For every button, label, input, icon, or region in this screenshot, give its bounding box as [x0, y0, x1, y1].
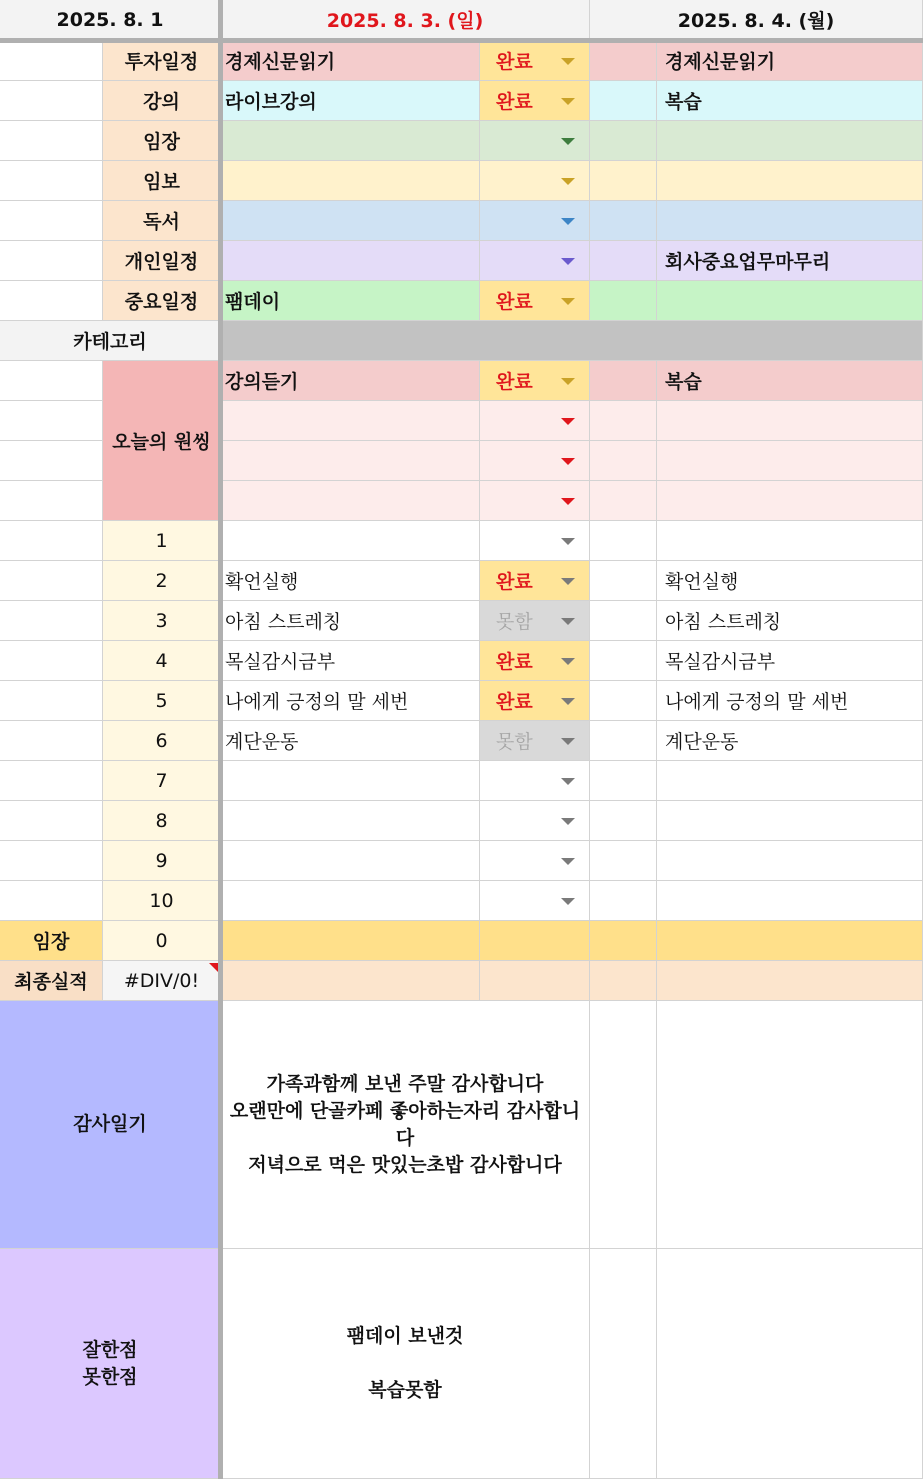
blank-cell: [0, 561, 103, 601]
final-value: #DIV/0!: [103, 961, 221, 1001]
chevron-down-icon: [561, 538, 575, 545]
blank-cell: [0, 281, 103, 321]
habit-next-task[interactable]: 계단운동: [657, 721, 923, 761]
habit-number: 6: [103, 721, 221, 761]
status-dropdown[interactable]: 완료: [480, 561, 590, 601]
blank-cell: [0, 41, 103, 81]
chevron-down-icon: [561, 898, 575, 905]
final-cell[interactable]: [657, 961, 923, 1001]
status-dropdown[interactable]: [480, 521, 590, 561]
chevron-down-icon: [561, 818, 575, 825]
habit-next-status[interactable]: [590, 561, 657, 601]
habit-number: 2: [103, 561, 221, 601]
one-thing-task[interactable]: 강의듣기: [221, 361, 480, 401]
review-text[interactable]: 팸데이 보낸것 복습못함: [221, 1249, 590, 1479]
blank-cell: [0, 121, 103, 161]
blank-cell: [0, 881, 103, 921]
schedule-next-status[interactable]: [590, 161, 657, 201]
schedule-next-task[interactable]: 복습: [657, 81, 923, 121]
chevron-down-icon: [561, 738, 575, 745]
blank-cell: [0, 201, 103, 241]
habit-task[interactable]: [221, 521, 480, 561]
status-dropdown[interactable]: [480, 241, 590, 281]
date-next-header: 2025. 8. 4. (월): [590, 0, 923, 40]
comment-marker-icon[interactable]: [209, 963, 218, 972]
one-thing-next-status[interactable]: [590, 481, 657, 521]
one-thing-next-status[interactable]: [590, 361, 657, 401]
habit-next-task[interactable]: [657, 761, 923, 801]
one-thing-next-task[interactable]: [657, 441, 923, 481]
final-cell[interactable]: [221, 961, 480, 1001]
one-thing-task[interactable]: [221, 401, 480, 441]
status-dropdown[interactable]: [480, 801, 590, 841]
final-cell[interactable]: [590, 961, 657, 1001]
blank-cell: [0, 361, 103, 401]
schedule-next-task[interactable]: [657, 121, 923, 161]
schedule-task[interactable]: 팸데이: [221, 281, 480, 321]
blank-cell: [0, 761, 103, 801]
status-dropdown[interactable]: [480, 841, 590, 881]
chevron-down-icon: [561, 418, 575, 425]
chevron-down-icon: [561, 378, 575, 385]
habit-next-task[interactable]: [657, 801, 923, 841]
category-label: 카테고리: [0, 321, 221, 361]
imjang-cell[interactable]: [221, 921, 480, 961]
habit-number: 10: [103, 881, 221, 921]
status-dropdown[interactable]: [480, 121, 590, 161]
one-thing-next-status[interactable]: [590, 401, 657, 441]
habit-task[interactable]: [221, 801, 480, 841]
status-dropdown[interactable]: 못함: [480, 601, 590, 641]
one-thing-next-task[interactable]: [657, 401, 923, 441]
schedule-next-status[interactable]: [590, 201, 657, 241]
habit-task[interactable]: 계단운동: [221, 721, 480, 761]
blank-cell: [0, 481, 103, 521]
habit-task[interactable]: [221, 881, 480, 921]
schedule-next-status[interactable]: [590, 81, 657, 121]
habit-next-status[interactable]: [590, 641, 657, 681]
habit-next-task[interactable]: 나에게 긍정의 말 세번: [657, 681, 923, 721]
schedule-label: 개인일정: [103, 241, 221, 281]
status-dropdown[interactable]: [480, 401, 590, 441]
schedule-label: 투자일정: [103, 41, 221, 81]
blank-cell: [0, 241, 103, 281]
schedule-next-task[interactable]: [657, 161, 923, 201]
schedule-label: 중요일정: [103, 281, 221, 321]
habit-task[interactable]: [221, 841, 480, 881]
imjang-label: 임장: [0, 921, 103, 961]
status-dropdown[interactable]: 완료: [480, 41, 590, 81]
blank-cell: [0, 841, 103, 881]
schedule-next-task[interactable]: 경제신문읽기: [657, 41, 923, 81]
gratitude-label: 감사일기: [0, 1001, 221, 1249]
imjang-value: 0: [103, 921, 221, 961]
blank-cell: [0, 161, 103, 201]
schedule-task[interactable]: 라이브강의: [221, 81, 480, 121]
schedule-label: 독서: [103, 201, 221, 241]
habit-number: 9: [103, 841, 221, 881]
chevron-down-icon: [561, 618, 575, 625]
schedule-task[interactable]: [221, 201, 480, 241]
blank-cell: [0, 81, 103, 121]
blank-cell: [0, 521, 103, 561]
habit-next-status[interactable]: [590, 521, 657, 561]
status-dropdown[interactable]: 완료: [480, 81, 590, 121]
one-thing-next-task[interactable]: [657, 481, 923, 521]
final-cell[interactable]: [480, 961, 590, 1001]
schedule-next-status[interactable]: [590, 281, 657, 321]
schedule-label: 강의: [103, 81, 221, 121]
row-freeze-divider[interactable]: [0, 38, 923, 43]
column-freeze-divider[interactable]: [218, 0, 223, 1479]
habit-next-task[interactable]: 확언실행: [657, 561, 923, 601]
habit-next-task[interactable]: [657, 881, 923, 921]
blank-cell: [0, 601, 103, 641]
category-bar: [221, 321, 923, 361]
chevron-down-icon: [561, 498, 575, 505]
chevron-down-icon: [561, 698, 575, 705]
habit-next-task[interactable]: [657, 841, 923, 881]
schedule-next-task[interactable]: [657, 201, 923, 241]
status-dropdown[interactable]: 완료: [480, 681, 590, 721]
schedule-next-task[interactable]: [657, 281, 923, 321]
blank-cell: [0, 721, 103, 761]
gratitude-text[interactable]: 가족과함께 보낸 주말 감사합니다 오랜만에 단골카페 좋아하는자리 감사합니다 저녁으로 먹은 맛있는초밥 감사합니다: [221, 1001, 590, 1249]
habit-number: 3: [103, 601, 221, 641]
status-dropdown[interactable]: 완료: [480, 641, 590, 681]
chevron-down-icon: [561, 58, 575, 65]
gratitude-next-cell[interactable]: [657, 1001, 923, 1249]
chevron-down-icon: [561, 578, 575, 585]
habit-next-status[interactable]: [590, 721, 657, 761]
review-label: 잘한점 못한점: [0, 1249, 221, 1479]
habit-number: 1: [103, 521, 221, 561]
chevron-down-icon: [561, 858, 575, 865]
schedule-label: 임장: [103, 121, 221, 161]
blank-cell: [0, 401, 103, 441]
habit-task[interactable]: [221, 761, 480, 801]
one-thing-label: 오늘의 원씽: [103, 361, 221, 521]
habit-next-status[interactable]: [590, 841, 657, 881]
schedule-task[interactable]: [221, 161, 480, 201]
schedule-next-status[interactable]: [590, 41, 657, 81]
habit-next-task[interactable]: 아침 스트레칭: [657, 601, 923, 641]
one-thing-task[interactable]: [221, 441, 480, 481]
status-dropdown[interactable]: 못함: [480, 721, 590, 761]
status-dropdown[interactable]: [480, 201, 590, 241]
habit-number: 5: [103, 681, 221, 721]
chevron-down-icon: [561, 258, 575, 265]
schedule-task[interactable]: [221, 121, 480, 161]
habit-task[interactable]: 확언실행: [221, 561, 480, 601]
habit-next-task[interactable]: [657, 521, 923, 561]
status-dropdown[interactable]: [480, 881, 590, 921]
schedule-label: 임보: [103, 161, 221, 201]
habit-number: 4: [103, 641, 221, 681]
review-next-cell[interactable]: [657, 1249, 923, 1479]
one-thing-next-status[interactable]: [590, 441, 657, 481]
date-main-header: 2025. 8. 3. (일): [221, 0, 590, 40]
blank-cell: [0, 681, 103, 721]
chevron-down-icon: [561, 298, 575, 305]
status-dropdown[interactable]: [480, 161, 590, 201]
schedule-task[interactable]: [221, 241, 480, 281]
chevron-down-icon: [561, 658, 575, 665]
blank-cell: [0, 801, 103, 841]
one-thing-next-task[interactable]: 복습: [657, 361, 923, 401]
final-label: 최종실적: [0, 961, 103, 1001]
status-dropdown[interactable]: 완료: [480, 361, 590, 401]
habit-next-status[interactable]: [590, 681, 657, 721]
chevron-down-icon: [561, 98, 575, 105]
chevron-down-icon: [561, 218, 575, 225]
review-cell[interactable]: [590, 1249, 657, 1479]
schedule-next-status[interactable]: [590, 121, 657, 161]
habit-task[interactable]: 목실감시금부: [221, 641, 480, 681]
blank-cell: [0, 641, 103, 681]
gratitude-cell[interactable]: [590, 1001, 657, 1249]
schedule-next-status[interactable]: [590, 241, 657, 281]
habit-next-task[interactable]: 목실감시금부: [657, 641, 923, 681]
habit-number: 8: [103, 801, 221, 841]
habit-next-status[interactable]: [590, 801, 657, 841]
imjang-cell[interactable]: [480, 921, 590, 961]
habit-next-status[interactable]: [590, 761, 657, 801]
status-dropdown[interactable]: [480, 441, 590, 481]
chevron-down-icon: [561, 138, 575, 145]
habit-number: 7: [103, 761, 221, 801]
habit-next-status[interactable]: [590, 601, 657, 641]
status-dropdown[interactable]: [480, 761, 590, 801]
habit-task[interactable]: 나에게 긍정의 말 세번: [221, 681, 480, 721]
date-prev-header: 2025. 8. 1: [0, 0, 221, 40]
habit-next-status[interactable]: [590, 881, 657, 921]
imjang-cell[interactable]: [657, 921, 923, 961]
imjang-cell[interactable]: [590, 921, 657, 961]
one-thing-task[interactable]: [221, 481, 480, 521]
schedule-next-task[interactable]: 회사중요업무마무리: [657, 241, 923, 281]
chevron-down-icon: [561, 178, 575, 185]
schedule-task[interactable]: 경제신문읽기: [221, 41, 480, 81]
chevron-down-icon: [561, 778, 575, 785]
status-dropdown[interactable]: 완료: [480, 281, 590, 321]
blank-cell: [0, 441, 103, 481]
status-dropdown[interactable]: [480, 481, 590, 521]
chevron-down-icon: [561, 458, 575, 465]
habit-task[interactable]: 아침 스트레칭: [221, 601, 480, 641]
